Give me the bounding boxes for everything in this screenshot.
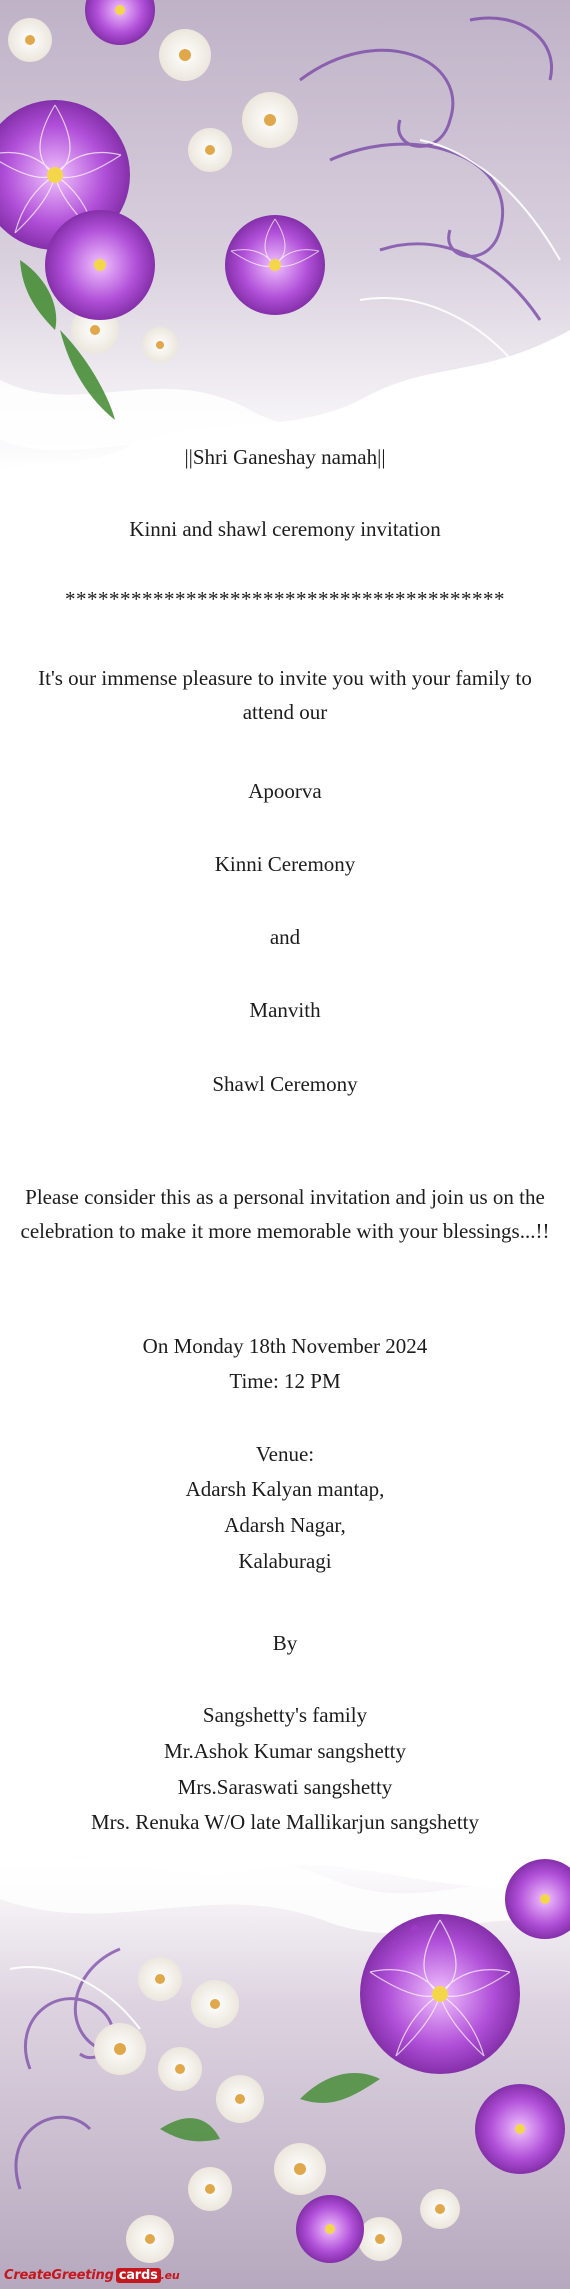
floral-decoration-bottom xyxy=(0,1769,570,2289)
request-text: Please consider this as a personal invitation and join us on the celebration to make it more memorable with your blessings...!! xyxy=(20,1185,550,1243)
host-line-2: Mr.Ashok Kumar sangshetty xyxy=(163,1739,407,1763)
separator-line: **************************************** xyxy=(65,587,505,611)
honoree-name-2: Manvith xyxy=(249,998,321,1022)
ceremony-name-2: Shawl Ceremony xyxy=(212,1072,358,1096)
invitation-title: Kinni and shawl ceremony invitation xyxy=(129,517,441,541)
watermark-cards: cards xyxy=(116,2268,161,2283)
honoree-name-1: Apoorva xyxy=(248,779,322,803)
conjunction-text: and xyxy=(269,925,301,949)
host-line-3: Mrs.Saraswati sangshetty xyxy=(177,1775,393,1799)
event-time: Time: 12 PM xyxy=(229,1369,341,1393)
host-line-1: Sangshetty's family xyxy=(202,1703,368,1727)
by-label: By xyxy=(272,1631,298,1655)
venue-label: Venue: xyxy=(255,1442,315,1466)
host-line-4: Mrs. Renuka W/O late Mallikarjun sangshetty xyxy=(90,1810,480,1834)
watermark-tld: .eu xyxy=(160,2269,180,2282)
venue-line-2: Adarsh Nagar, xyxy=(224,1513,346,1537)
event-date: On Monday 18th November 2024 xyxy=(142,1334,428,1358)
site-watermark-link[interactable] xyxy=(4,2268,180,2283)
venue-line-1: Adarsh Kalyan mantap, xyxy=(185,1477,385,1501)
watermark-brand: CreateGreeting xyxy=(4,2268,114,2283)
ceremony-name-1: Kinni Ceremony xyxy=(214,852,356,876)
venue-line-3: Kalaburagi xyxy=(238,1549,332,1573)
intro-text: It's our immense pleasure to invite you with your family to attend our xyxy=(38,666,532,724)
floral-decoration-top xyxy=(0,0,570,560)
blessing-line: ||Shri Ganeshay namah|| xyxy=(184,445,386,469)
